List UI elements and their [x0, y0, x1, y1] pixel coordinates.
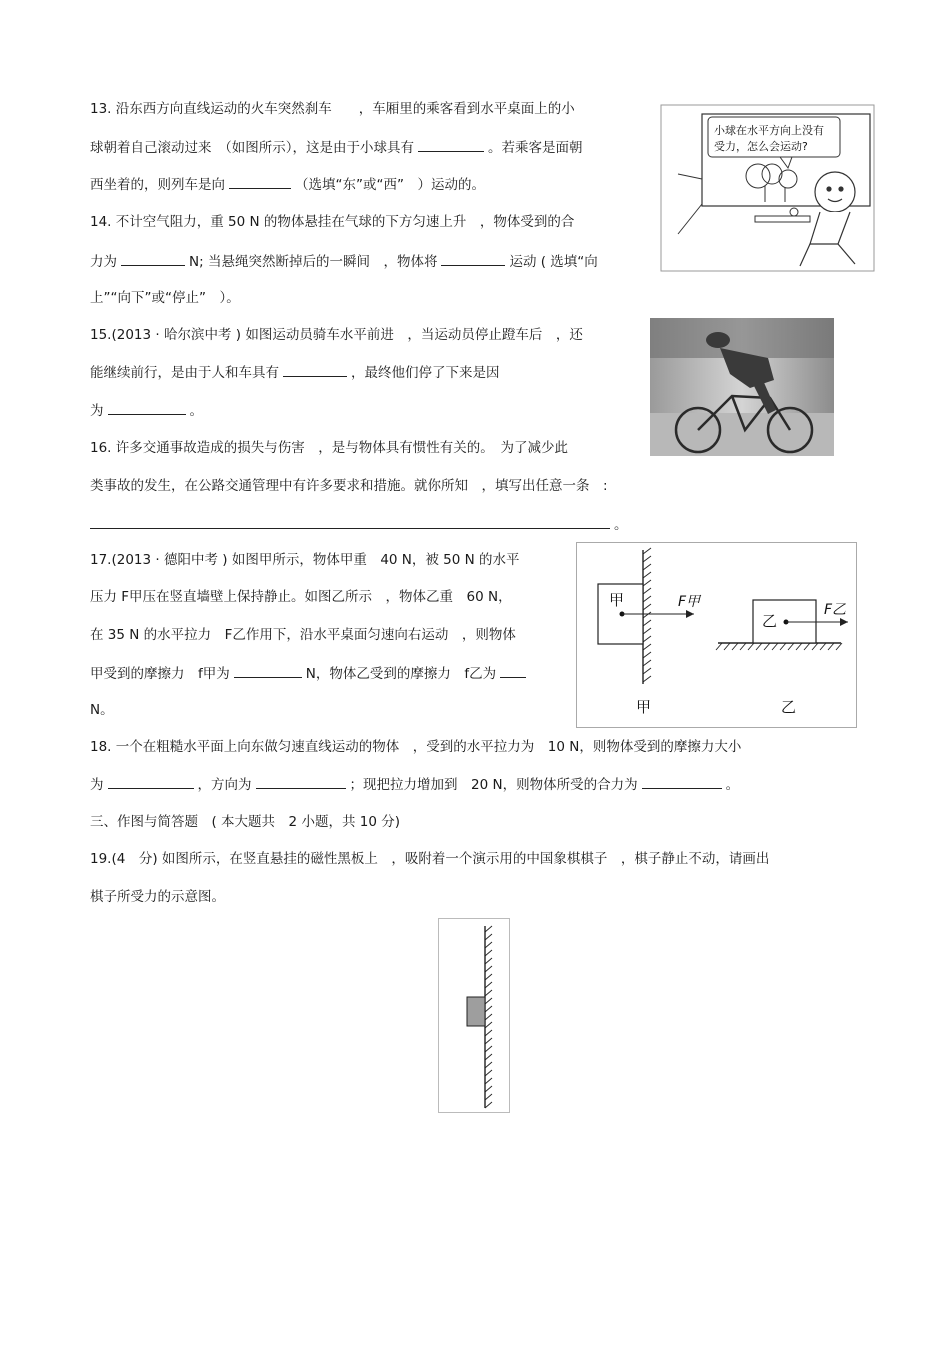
- q18-blank-3[interactable]: [642, 774, 722, 789]
- q17-force-diagram: [576, 542, 857, 728]
- q18-line2b: ，方向为: [197, 777, 252, 793]
- q14-line2: [90, 251, 598, 272]
- q17-line4b: N，物体乙受到的摩擦力 f乙为: [305, 666, 497, 682]
- q13-blank-2[interactable]: [229, 174, 291, 189]
- section3-title: 三、作图与简答题 ( 本大题共 2 小题，共 10 分): [90, 814, 400, 830]
- q16-line1: 16. 许多交通事故造成的损失与伤害 ，是与物体具有惯性有关的。 为了减少此: [90, 440, 569, 456]
- q14-line2b: N; 当悬绳突然断掉后的一瞬间 ，物体将: [189, 254, 438, 270]
- q15-blank-1[interactable]: [283, 362, 347, 377]
- q18-line2c: ；现把拉力增加到 20 N，则物体所受的合力为: [349, 777, 638, 793]
- q15-line3a: 为: [90, 403, 104, 419]
- q13-line3a: 西坐着的，则列车是向: [90, 177, 225, 193]
- q13-bubble-line1: 小球在水平方向上没有: [714, 124, 824, 137]
- caption-jia: 甲: [636, 698, 652, 716]
- q15-line1: 15.(2013 · 哈尔滨中考 ) 如图运动员骑车水平前进 ，当运动员停止蹬车后 ，还: [90, 327, 583, 343]
- q19-line1: 19.(4 分) 如图所示，在竖直悬挂的磁性黑板上 ，吸附着一个演示用的中国象棋棋子 ，棋子静止不动，请画出: [90, 851, 770, 867]
- q17-blank-1[interactable]: [234, 663, 302, 678]
- q18-blank-1[interactable]: [108, 774, 194, 789]
- q14-blank-1[interactable]: [121, 251, 185, 266]
- q17-line4: [90, 663, 530, 684]
- q18-line2d: 。: [725, 777, 740, 793]
- q14-blank-2[interactable]: [441, 251, 505, 266]
- ball-icon: [790, 208, 798, 216]
- q18-line2: [90, 774, 739, 795]
- q13-line3: [90, 174, 485, 195]
- q16-blank-1[interactable]: [90, 514, 610, 529]
- q14-line2c: 运动 ( 选填“向: [509, 254, 598, 270]
- q13-line2: [90, 137, 583, 158]
- q13-line2a: 球朝着自己滚动过来 （如图所示），这是由于小球具有: [90, 140, 414, 156]
- q18-line1: 18. 一个在粗糙水平面上向东做匀速直线运动的物体 ，受到的水平拉力为 10 N，则物体受到的摩擦力大小: [90, 739, 742, 755]
- q15-cyclist-photo: [650, 318, 834, 456]
- q13-line2b: 。若乘客是面朝: [488, 140, 583, 156]
- q18-line2a: 为: [90, 777, 104, 793]
- q15-line2b: ，最终他们停了下来是因: [351, 365, 500, 381]
- q15-line2a: 能继续前行，是由于人和车具有: [90, 365, 279, 381]
- q19-blackboard-figure: [438, 918, 510, 1113]
- q17-line2: 压力 F甲压在竖直墙壁上保持静止。如图乙所示 ，物体乙重 60 N，: [90, 589, 512, 605]
- q13-bubble-line2: 受力，怎么会运动?: [714, 140, 808, 153]
- object-jia-label: 甲: [609, 591, 625, 609]
- q14-line1: 14. 不计空气阻力，重 50 N 的物体悬挂在气球的下方匀速上升 ，物体受到的合: [90, 214, 575, 230]
- q15-blank-2[interactable]: [108, 400, 186, 415]
- q17-blank-2[interactable]: [500, 663, 526, 678]
- q13-line1: 13. 沿东西方向直线运动的火车突然刹车 ，车厢里的乘客看到水平桌面上的小: [90, 101, 575, 117]
- q16-line2: 类事故的发生，在公路交通管理中有许多要求和措施。就你所知 ，填写出任意一条 :: [90, 478, 608, 494]
- caption-yi: 乙: [781, 698, 797, 716]
- q18-blank-2[interactable]: [256, 774, 346, 789]
- q13-line3b: （选填“东”或“西” ）运动的。: [295, 177, 485, 193]
- q16-line3: [90, 514, 628, 535]
- q16-line3-end: 。: [614, 517, 628, 533]
- q13-train-cartoon-figure: [660, 104, 875, 272]
- object-yi-label: 乙: [762, 612, 778, 630]
- q17-line3: 在 35 N 的水平拉力 F乙作用下，沿水平桌面匀速向右运动 ，则物体: [90, 627, 516, 643]
- q19-line2: 棋子所受力的示意图。: [90, 889, 225, 905]
- q17-line4a: 甲受到的摩擦力 f甲为: [90, 666, 230, 682]
- q13-blank-1[interactable]: [418, 137, 484, 152]
- q15-line2: [90, 362, 500, 383]
- q17-line5: N。: [90, 702, 114, 718]
- q15-line3b: 。: [189, 403, 203, 419]
- chess-piece: [467, 997, 485, 1026]
- q15-line3: [90, 400, 203, 421]
- force-jia-label: F甲: [678, 594, 701, 610]
- force-yi-label: F乙: [824, 602, 847, 618]
- q17-line1: 17.(2013 · 德阳中考 ) 如图甲所示，物体甲重 40 N，被 50 N 的水平: [90, 552, 520, 568]
- q14-line3: 上”“向下”或“停止” ）。: [90, 290, 240, 306]
- q14-line2a: 力为: [90, 254, 117, 270]
